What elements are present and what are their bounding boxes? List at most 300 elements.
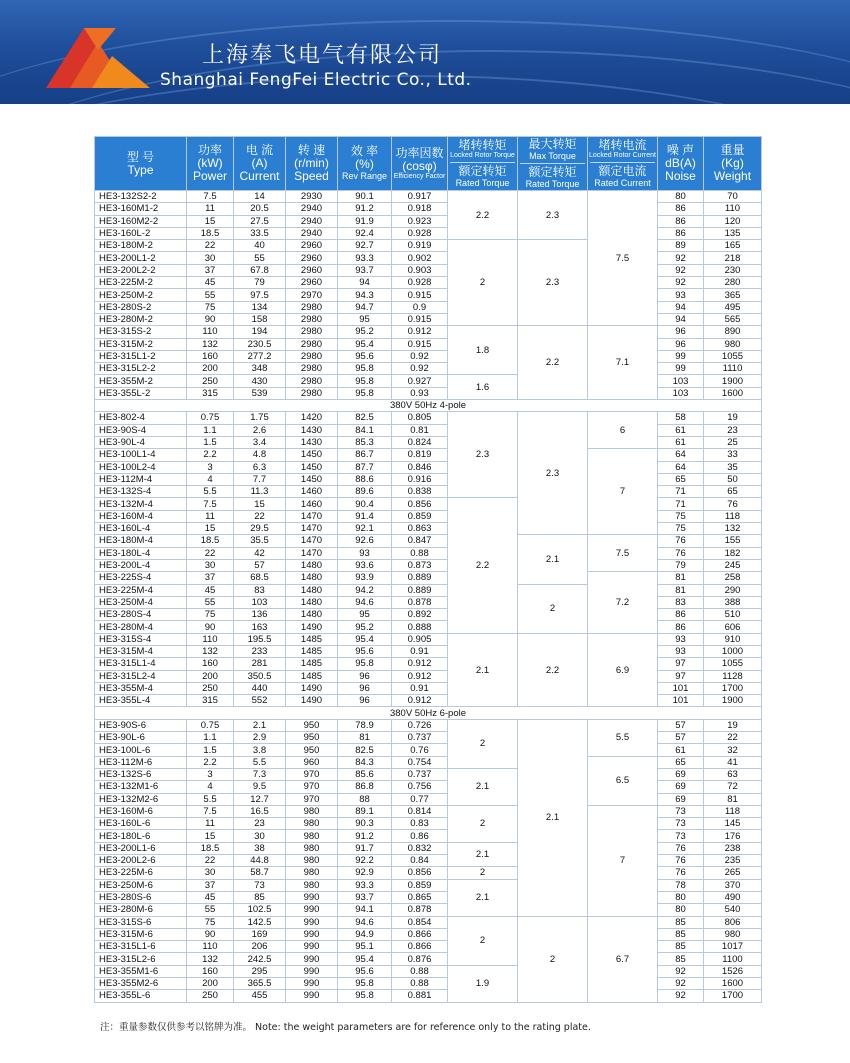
- cell-noise: 73: [658, 818, 704, 830]
- table-row: [95, 609, 762, 621]
- cell-power: 45: [187, 891, 234, 903]
- cell-power-factor: 0.814: [392, 805, 448, 817]
- cell-speed: 2980: [286, 363, 338, 375]
- cell-speed: 990: [286, 990, 338, 1002]
- cell-current: 30: [234, 830, 286, 842]
- cell-power: 1.5: [187, 436, 234, 448]
- cell-weight: 565: [704, 313, 762, 325]
- cell-efficiency: 91.2: [338, 203, 392, 215]
- cell-max-torque: 2.1: [518, 535, 588, 584]
- cell-type: HE3-315M-6: [95, 928, 187, 940]
- cell-weight: 265: [704, 867, 762, 879]
- col-locked-rotor-torque: 堵转转矩 Locked Rotor Torque 额定转矩 Rated Torque: [448, 137, 518, 191]
- cell-speed: 1460: [286, 486, 338, 498]
- cell-noise: 101: [658, 682, 704, 694]
- cell-power: 110: [187, 326, 234, 338]
- cell-power: 18.5: [187, 842, 234, 854]
- cell-noise: 58: [658, 412, 704, 424]
- cell-speed: 1460: [286, 498, 338, 510]
- cell-max-torque: 2.3: [518, 412, 588, 535]
- cell-efficiency: 93.3: [338, 252, 392, 264]
- cell-noise: 61: [658, 744, 704, 756]
- cell-power: 45: [187, 584, 234, 596]
- cell-type: HE3-315L2-6: [95, 953, 187, 965]
- col-weight: 重量 (Kg) Weight: [704, 137, 762, 191]
- cell-type: HE3-132S2-2: [95, 191, 187, 203]
- cell-weight: 35: [704, 461, 762, 473]
- header-banner: [0, 0, 850, 104]
- cell-weight: 32: [704, 744, 762, 756]
- cell-type: HE3-160M2-2: [95, 215, 187, 227]
- cell-type: HE3-90S-4: [95, 424, 187, 436]
- cell-efficiency: 94.2: [338, 584, 392, 596]
- cell-efficiency: 95.6: [338, 965, 392, 977]
- cell-current: 3.4: [234, 436, 286, 448]
- cell-speed: 990: [286, 916, 338, 928]
- cell-weight: 19: [704, 412, 762, 424]
- cell-power-factor: 0.824: [392, 436, 448, 448]
- table-row: [95, 461, 762, 473]
- cell-current: 440: [234, 682, 286, 694]
- cell-power-factor: 0.83: [392, 818, 448, 830]
- cell-efficiency: 78.9: [338, 719, 392, 731]
- cell-type: HE3-280M-6: [95, 904, 187, 916]
- cell-weight: 235: [704, 855, 762, 867]
- cell-max-torque: 2: [518, 916, 588, 1002]
- cell-weight: 72: [704, 781, 762, 793]
- cell-efficiency: 87.7: [338, 461, 392, 473]
- cell-current: 58.7: [234, 867, 286, 879]
- cell-current: 73: [234, 879, 286, 891]
- cell-current: 68.5: [234, 572, 286, 584]
- cell-current: 7.3: [234, 768, 286, 780]
- cell-efficiency: 95: [338, 609, 392, 621]
- cell-power-factor: 0.866: [392, 941, 448, 953]
- cell-locked-rotor-current: 6.7: [588, 916, 658, 1002]
- cell-speed: 2980: [286, 301, 338, 313]
- cell-type: HE3-250M-6: [95, 879, 187, 891]
- cell-locked-rotor-current: 6: [588, 412, 658, 449]
- cell-power: 110: [187, 633, 234, 645]
- cell-current: 23: [234, 818, 286, 830]
- cell-weight: 370: [704, 879, 762, 891]
- cell-power: 2.2: [187, 756, 234, 768]
- cell-type: HE3-315M-4: [95, 645, 187, 657]
- table-header: [95, 137, 762, 191]
- cell-speed: 1490: [286, 695, 338, 707]
- cell-current: 134: [234, 301, 286, 313]
- cell-power: 55: [187, 904, 234, 916]
- cell-type: HE3-802-4: [95, 412, 187, 424]
- cell-efficiency: 91.4: [338, 510, 392, 522]
- table-row: [95, 277, 762, 289]
- cell-power-factor: 0.846: [392, 461, 448, 473]
- cell-power-factor: 0.77: [392, 793, 448, 805]
- cell-type: HE3-355L-4: [95, 695, 187, 707]
- cell-power-factor: 0.805: [392, 412, 448, 424]
- cell-speed: 1450: [286, 449, 338, 461]
- cell-efficiency: 85.6: [338, 768, 392, 780]
- cell-power: 132: [187, 645, 234, 657]
- cell-efficiency: 93.6: [338, 559, 392, 571]
- cell-current: 230.5: [234, 338, 286, 350]
- table-row: [95, 227, 762, 239]
- cell-speed: 2940: [286, 227, 338, 239]
- cell-efficiency: 92.9: [338, 867, 392, 879]
- cell-locked-rotor-current: 7.5: [588, 535, 658, 572]
- table-row: [95, 904, 762, 916]
- cell-locked-rotor-current: 7.2: [588, 572, 658, 633]
- cell-type: HE3-112M-4: [95, 473, 187, 485]
- cell-locked-rotor-torque: 2: [448, 867, 518, 879]
- cell-weight: 41: [704, 756, 762, 768]
- cell-current: 85: [234, 891, 286, 903]
- cell-noise: 61: [658, 424, 704, 436]
- cell-noise: 97: [658, 670, 704, 682]
- cell-noise: 89: [658, 240, 704, 252]
- cell-type: HE3-315L2-2: [95, 363, 187, 375]
- table-row: [95, 572, 762, 584]
- cell-power-factor: 0.86: [392, 830, 448, 842]
- cell-noise: 97: [658, 658, 704, 670]
- cell-noise: 76: [658, 547, 704, 559]
- cell-power-factor: 0.916: [392, 473, 448, 485]
- cell-efficiency: 91.7: [338, 842, 392, 854]
- cell-power-factor: 0.92: [392, 363, 448, 375]
- cell-efficiency: 92.4: [338, 227, 392, 239]
- cell-current: 365.5: [234, 978, 286, 990]
- cell-type: HE3-90L-6: [95, 732, 187, 744]
- cell-efficiency: 92.7: [338, 240, 392, 252]
- cell-weight: 155: [704, 535, 762, 547]
- cell-power: 55: [187, 596, 234, 608]
- table-row: [95, 941, 762, 953]
- cell-current: 277.2: [234, 350, 286, 362]
- cell-speed: 1430: [286, 424, 338, 436]
- cell-current: 15: [234, 498, 286, 510]
- table-row: [95, 584, 762, 596]
- table-row: [95, 658, 762, 670]
- table-row: [95, 252, 762, 264]
- cell-locked-rotor-torque: 2: [448, 240, 518, 326]
- cell-weight: 490: [704, 891, 762, 903]
- cell-noise: 73: [658, 805, 704, 817]
- cell-noise: 65: [658, 473, 704, 485]
- cell-weight: 910: [704, 633, 762, 645]
- table-row: [95, 830, 762, 842]
- cell-speed: 2960: [286, 264, 338, 276]
- cell-weight: 388: [704, 596, 762, 608]
- table-row: [95, 449, 762, 461]
- cell-efficiency: 95: [338, 313, 392, 325]
- cell-current: 3.8: [234, 744, 286, 756]
- cell-current: 552: [234, 695, 286, 707]
- table-row: [95, 719, 762, 731]
- cell-type: HE3-280M-4: [95, 621, 187, 633]
- cell-noise: 86: [658, 609, 704, 621]
- cell-noise: 96: [658, 326, 704, 338]
- cell-weight: 1700: [704, 990, 762, 1002]
- cell-type: HE3-355M-2: [95, 375, 187, 387]
- cell-current: 14: [234, 191, 286, 203]
- cell-current: 103: [234, 596, 286, 608]
- cell-type: HE3-160M1-2: [95, 203, 187, 215]
- cell-efficiency: 93.7: [338, 891, 392, 903]
- cell-locked-rotor-torque: 2.1: [448, 633, 518, 707]
- cell-efficiency: 95.6: [338, 645, 392, 657]
- cell-power: 45: [187, 277, 234, 289]
- cell-weight: 1526: [704, 965, 762, 977]
- cell-power-factor: 0.905: [392, 633, 448, 645]
- cell-power-factor: 0.888: [392, 621, 448, 633]
- cell-current: 67.8: [234, 264, 286, 276]
- cell-current: 430: [234, 375, 286, 387]
- cell-power: 5.5: [187, 486, 234, 498]
- cell-type: HE3-180M-2: [95, 240, 187, 252]
- cell-power: 4: [187, 781, 234, 793]
- cell-power-factor: 0.856: [392, 498, 448, 510]
- cell-power-factor: 0.928: [392, 277, 448, 289]
- cell-weight: 230: [704, 264, 762, 276]
- cell-efficiency: 89.1: [338, 805, 392, 817]
- cell-type: HE3-132M1-6: [95, 781, 187, 793]
- cell-efficiency: 85.3: [338, 436, 392, 448]
- cell-efficiency: 84.1: [338, 424, 392, 436]
- cell-noise: 69: [658, 781, 704, 793]
- cell-locked-rotor-torque: 1.8: [448, 326, 518, 375]
- table-row: [95, 891, 762, 903]
- cell-noise: 81: [658, 572, 704, 584]
- cell-noise: 57: [658, 732, 704, 744]
- cell-current: 7.7: [234, 473, 286, 485]
- cell-efficiency: 95.6: [338, 350, 392, 362]
- cell-locked-rotor-current: 6.5: [588, 756, 658, 805]
- cell-type: HE3-200L1-6: [95, 842, 187, 854]
- cell-current: 42: [234, 547, 286, 559]
- cell-weight: 1600: [704, 387, 762, 399]
- cell-current: 29.5: [234, 523, 286, 535]
- cell-power-factor: 0.859: [392, 879, 448, 891]
- table-row: [95, 965, 762, 977]
- cell-weight: 110: [704, 203, 762, 215]
- table-row: [95, 326, 762, 338]
- cell-power-factor: 0.902: [392, 252, 448, 264]
- cell-current: 55: [234, 252, 286, 264]
- cell-speed: 980: [286, 818, 338, 830]
- cell-power-factor: 0.876: [392, 953, 448, 965]
- cell-noise: 99: [658, 350, 704, 362]
- table-row: [95, 387, 762, 399]
- cell-speed: 990: [286, 904, 338, 916]
- cell-weight: 23: [704, 424, 762, 436]
- cell-power: 11: [187, 203, 234, 215]
- cell-locked-rotor-torque: 2.3: [448, 412, 518, 498]
- cell-noise: 99: [658, 363, 704, 375]
- cell-locked-rotor-torque: 2.1: [448, 768, 518, 805]
- cell-current: 102.5: [234, 904, 286, 916]
- cell-max-torque: 2.3: [518, 240, 588, 326]
- cell-locked-rotor-current: 7.5: [588, 191, 658, 326]
- cell-speed: 950: [286, 719, 338, 731]
- table-row: [95, 916, 762, 928]
- cell-efficiency: 94.7: [338, 301, 392, 313]
- cell-noise: 85: [658, 953, 704, 965]
- cell-speed: 1480: [286, 572, 338, 584]
- cell-efficiency: 96: [338, 670, 392, 682]
- cell-speed: 2980: [286, 313, 338, 325]
- cell-type: HE3-315S-2: [95, 326, 187, 338]
- cell-weight: 1900: [704, 375, 762, 387]
- cell-current: 97.5: [234, 289, 286, 301]
- cell-speed: 1470: [286, 547, 338, 559]
- cell-weight: 120: [704, 215, 762, 227]
- cell-noise: 101: [658, 695, 704, 707]
- cell-current: 281: [234, 658, 286, 670]
- table-row: [95, 695, 762, 707]
- cell-type: HE3-132M2-6: [95, 793, 187, 805]
- cell-noise: 75: [658, 510, 704, 522]
- table-row: [95, 867, 762, 879]
- cell-power: 132: [187, 953, 234, 965]
- cell-power: 22: [187, 855, 234, 867]
- cell-power-factor: 0.819: [392, 449, 448, 461]
- cell-noise: 61: [658, 436, 704, 448]
- cell-power-factor: 0.88: [392, 547, 448, 559]
- cell-efficiency: 92.2: [338, 855, 392, 867]
- cell-power-factor: 0.91: [392, 682, 448, 694]
- cell-speed: 1480: [286, 559, 338, 571]
- table-row: [95, 547, 762, 559]
- cell-speed: 980: [286, 879, 338, 891]
- cell-weight: 1700: [704, 682, 762, 694]
- cell-speed: 980: [286, 805, 338, 817]
- cell-power: 1.1: [187, 732, 234, 744]
- cell-weight: 258: [704, 572, 762, 584]
- cell-efficiency: 81: [338, 732, 392, 744]
- cell-type: HE3-355L-2: [95, 387, 187, 399]
- cell-type: HE3-315M-2: [95, 338, 187, 350]
- cell-speed: 1450: [286, 473, 338, 485]
- cell-efficiency: 95.4: [338, 338, 392, 350]
- cell-noise: 96: [658, 338, 704, 350]
- cell-noise: 80: [658, 904, 704, 916]
- cell-power-factor: 0.917: [392, 191, 448, 203]
- cell-speed: 970: [286, 781, 338, 793]
- cell-efficiency: 95.8: [338, 363, 392, 375]
- cell-weight: 238: [704, 842, 762, 854]
- cell-weight: 33: [704, 449, 762, 461]
- section-title: 380V 50Hz 4-pole: [95, 400, 762, 412]
- table-row: [95, 191, 762, 203]
- cell-weight: 980: [704, 928, 762, 940]
- section-title: 380V 50Hz 6-pole: [95, 707, 762, 719]
- cell-current: 206: [234, 941, 286, 953]
- cell-type: HE3-180M-4: [95, 535, 187, 547]
- cell-noise: 94: [658, 301, 704, 313]
- cell-noise: 93: [658, 645, 704, 657]
- cell-weight: 1000: [704, 645, 762, 657]
- cell-power: 90: [187, 621, 234, 633]
- table-row: [95, 486, 762, 498]
- table-row: [95, 313, 762, 325]
- cell-noise: 93: [658, 289, 704, 301]
- cell-power: 200: [187, 978, 234, 990]
- cell-weight: 218: [704, 252, 762, 264]
- table-row: [95, 338, 762, 350]
- cell-current: 5.5: [234, 756, 286, 768]
- cell-power-factor: 0.881: [392, 990, 448, 1002]
- motor-spec-table: [94, 136, 762, 1003]
- cell-power-factor: 0.81: [392, 424, 448, 436]
- cell-noise: 69: [658, 768, 704, 780]
- cell-power: 315: [187, 387, 234, 399]
- cell-weight: 1055: [704, 658, 762, 670]
- cell-type: HE3-132S-4: [95, 486, 187, 498]
- cell-type: HE3-200L2-6: [95, 855, 187, 867]
- cell-weight: 81: [704, 793, 762, 805]
- cell-power-factor: 0.866: [392, 928, 448, 940]
- cell-current: 194: [234, 326, 286, 338]
- cell-current: 38: [234, 842, 286, 854]
- cell-efficiency: 90.4: [338, 498, 392, 510]
- cell-speed: 2940: [286, 203, 338, 215]
- col-power-factor: 功率因数 (cosφ) Efficiency Factor: [392, 137, 448, 191]
- cell-efficiency: 95.8: [338, 978, 392, 990]
- cell-weight: 510: [704, 609, 762, 621]
- cell-weight: 165: [704, 240, 762, 252]
- cell-power: 11: [187, 510, 234, 522]
- cell-weight: 118: [704, 805, 762, 817]
- table-body: [95, 191, 762, 1003]
- cell-locked-rotor-current: 7: [588, 449, 658, 535]
- table-row: [95, 203, 762, 215]
- cell-efficiency: 95.1: [338, 941, 392, 953]
- cell-efficiency: 90.1: [338, 191, 392, 203]
- cell-noise: 71: [658, 486, 704, 498]
- cell-weight: 495: [704, 301, 762, 313]
- cell-type: HE3-225M-4: [95, 584, 187, 596]
- cell-speed: 1490: [286, 682, 338, 694]
- cell-weight: 145: [704, 818, 762, 830]
- cell-noise: 86: [658, 227, 704, 239]
- table-row: [95, 523, 762, 535]
- cell-weight: 19: [704, 719, 762, 731]
- cell-weight: 1110: [704, 363, 762, 375]
- cell-power: 11: [187, 818, 234, 830]
- cell-speed: 1430: [286, 436, 338, 448]
- cell-power: 2.2: [187, 449, 234, 461]
- cell-efficiency: 84.3: [338, 756, 392, 768]
- cell-type: HE3-315S-6: [95, 916, 187, 928]
- cell-speed: 1485: [286, 645, 338, 657]
- cell-current: 83: [234, 584, 286, 596]
- cell-power: 30: [187, 867, 234, 879]
- cell-power: 90: [187, 928, 234, 940]
- cell-efficiency: 96: [338, 682, 392, 694]
- cell-weight: 365: [704, 289, 762, 301]
- cell-speed: 2930: [286, 191, 338, 203]
- col-efficiency: 效 率 (%) Rev Range: [338, 137, 392, 191]
- cell-power-factor: 0.838: [392, 486, 448, 498]
- cell-max-torque: 2.2: [518, 326, 588, 400]
- cell-weight: 1600: [704, 978, 762, 990]
- cell-power-factor: 0.923: [392, 215, 448, 227]
- cell-noise: 76: [658, 855, 704, 867]
- cell-type: HE3-280S-2: [95, 301, 187, 313]
- cell-current: 35.5: [234, 535, 286, 547]
- cell-power: 160: [187, 350, 234, 362]
- cell-power-factor: 0.726: [392, 719, 448, 731]
